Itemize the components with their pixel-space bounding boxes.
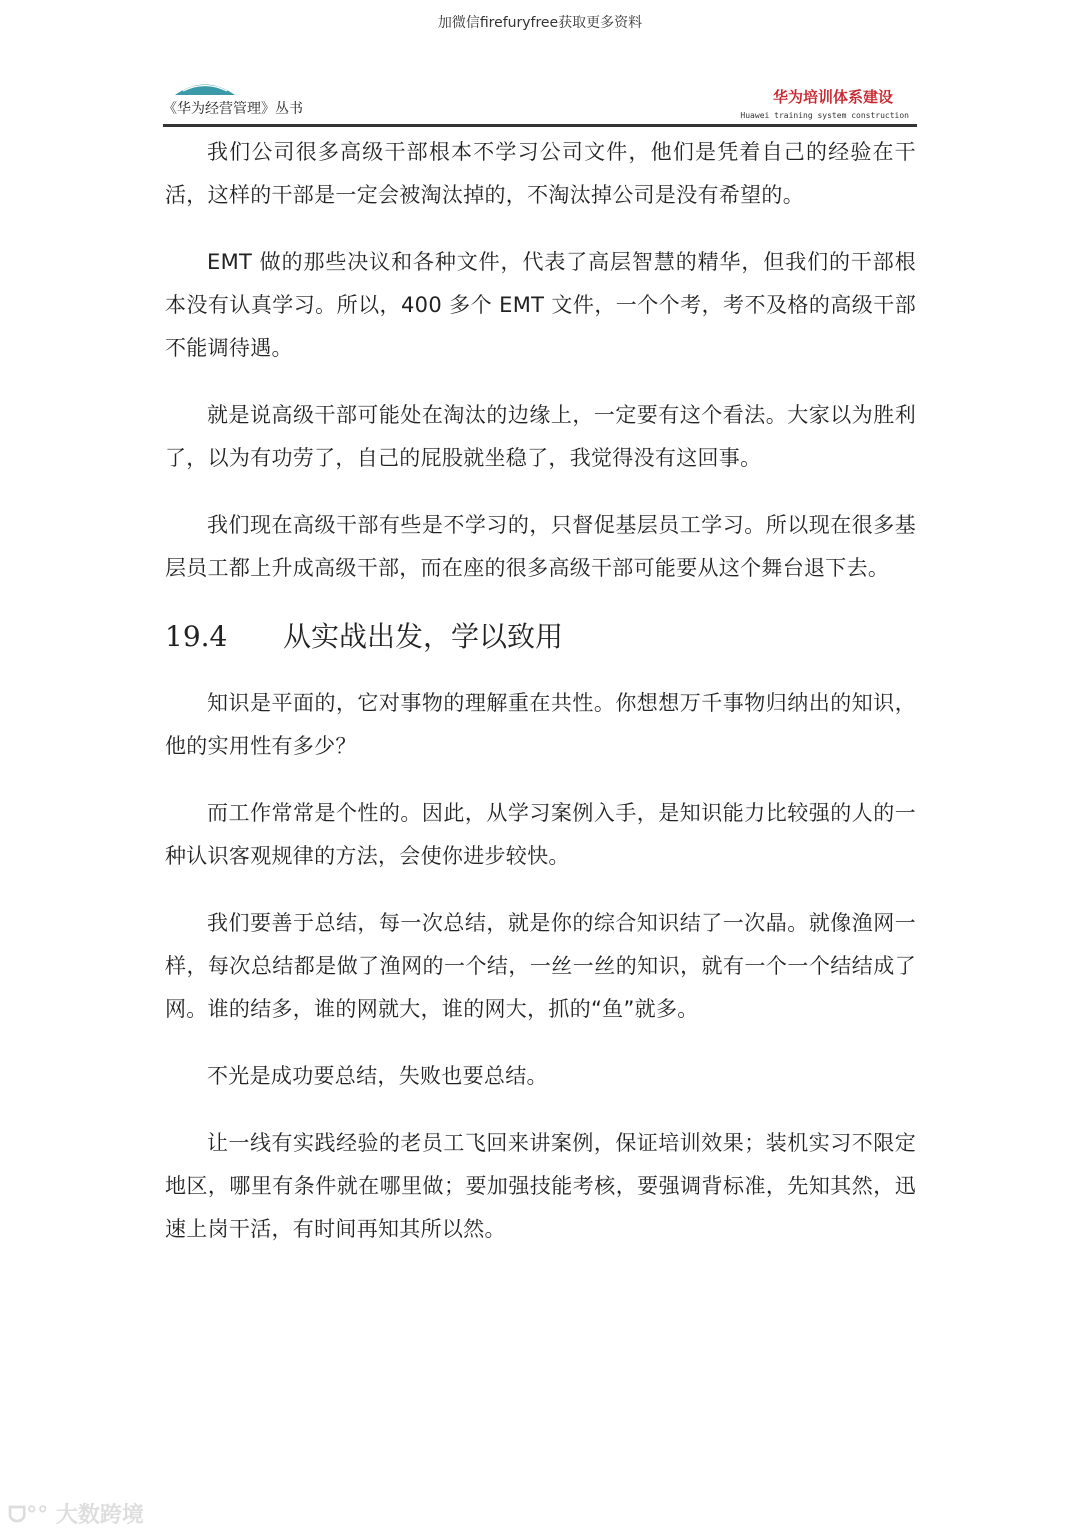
page-body	[165, 131, 916, 1275]
paragraph: 我们现在高级干部有些是不学习的，只督促基层员工学习。所以现在很多基层员工都上升成高级干部，而在座的很多高级干部可能要从这个舞台退下去。	[165, 513, 916, 580]
paragraph: EMT 做的那些决议和各种文件，代表了高层智慧的精华，但我们的干部根本没有认真学习。所以，400 多个 EMT 文件，一个个考，考不及格的高级干部不能调待遇。	[165, 250, 916, 360]
paragraph: 就是说高级干部可能处在淘汰的边缘上，一定要有这个看法。大家以为胜利了，以为有功劳了，自己的屁股就坐稳了，我觉得没有这回事。	[165, 403, 916, 470]
watermark	[8, 1498, 144, 1529]
mountain-logo-icon	[175, 78, 235, 96]
paragraph: 让一线有实践经验的老员工飞回来讲案例，保证培训效果；装机实习不限定地区，哪里有条件就在哪里做；要加强技能考核，要强调背标准，先知其然，迅速上岗干活，有时间再知其所以然。	[165, 1131, 916, 1241]
paragraph: 知识是平面的，它对事物的理解重在共性。你想想万千事物归纳出的知识，他的实用性有多少？	[165, 691, 916, 758]
paragraph: 我们要善于总结，每一次总结，就是你的综合知识结了一次晶。就像渔网一样，每次总结都是做了渔网的一个结，一丝一丝的知识，就有一个一个结结成了网。谁的结多，谁的网就大，谁的网大，抓的“鱼”就多。	[165, 911, 916, 1021]
section-title: 从实战出发，学以致用	[283, 620, 564, 653]
page-header	[163, 78, 917, 127]
section-heading	[165, 614, 916, 660]
section-number: 19.4	[165, 620, 228, 653]
paragraph: 我们公司很多高级干部根本不学习公司文件，他们是凭着自己的经验在干活，这样的干部是一定会被淘汰掉的，不淘汰掉公司是没有希望的。	[165, 140, 916, 207]
brand-subtitle: Huawei training system construction	[740, 111, 909, 120]
paragraph: 而工作常常是个性的。因此，从学习案例入手，是知识能力比较强的人的一种认识客观规律的方法，会使你进步较快。	[165, 801, 916, 868]
watermark-logo-icon: ᗜ°°	[8, 1503, 56, 1528]
top-note: 加微信firefuryfree获取更多资料	[437, 15, 643, 31]
paragraph: 不光是成功要总结，失败也要总结。	[207, 1064, 548, 1088]
watermark-text: 大数跨境	[55, 1503, 144, 1528]
book-series-title: 《华为经营管理》丛书	[163, 101, 303, 117]
brand-title: 华为培训体系建设	[772, 88, 893, 106]
